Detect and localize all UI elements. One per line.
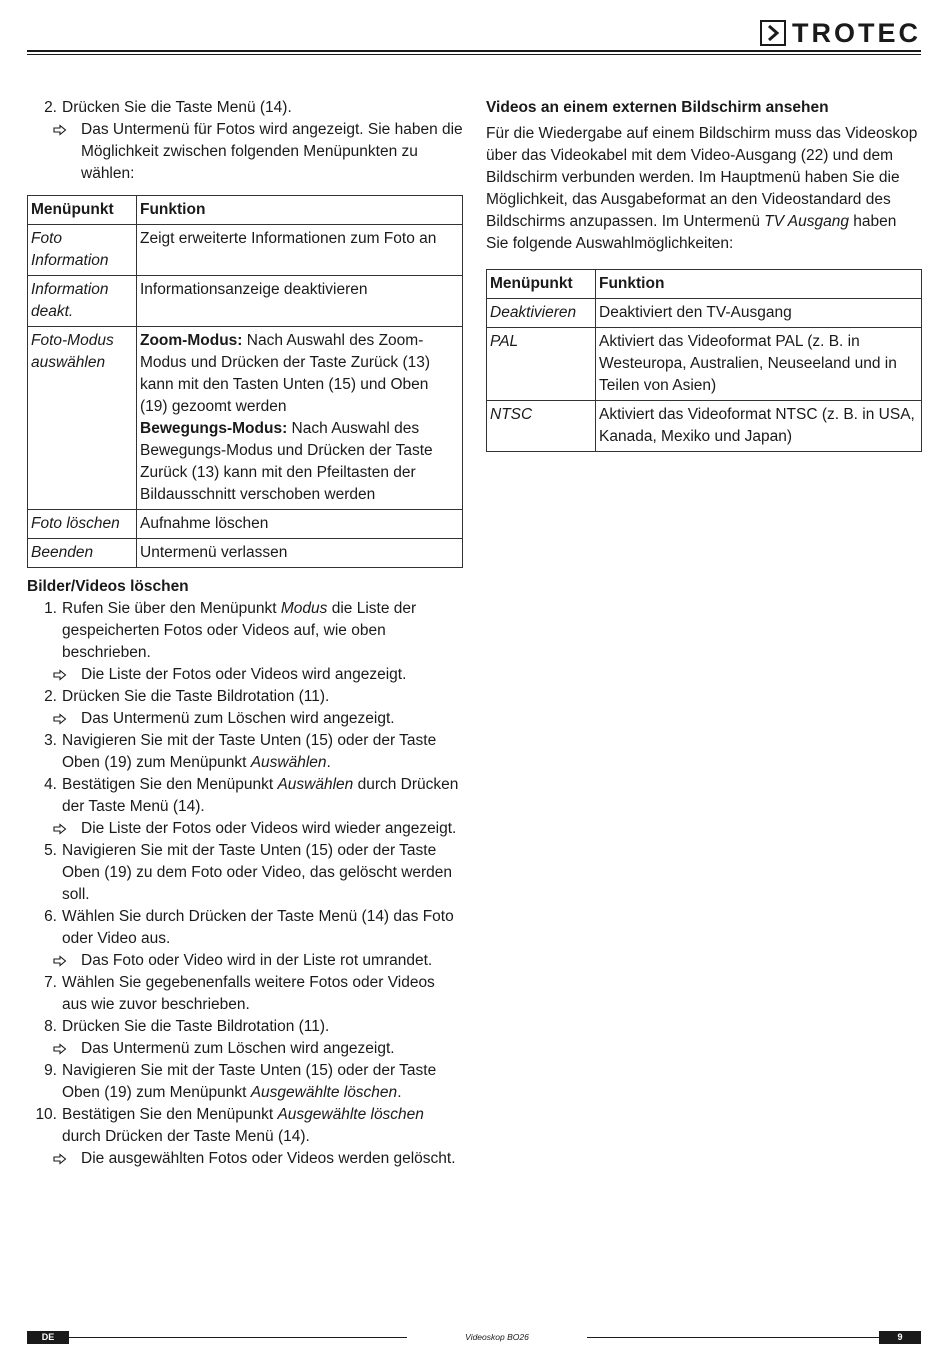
menu-term: Ausgewählte löschen [250, 1084, 398, 1101]
arrow-right-icon [53, 818, 73, 840]
header-rule-thin [27, 54, 921, 55]
step-text [62, 774, 463, 818]
text-span: durch Drücken der Taste Menü (14). [62, 776, 459, 815]
tv-output-table [486, 269, 922, 452]
text-span: die Liste der gespeicherten Fotos oder Videos auf, wie oben beschrieben. [62, 600, 417, 661]
step-result [27, 818, 463, 840]
result-text: Das Foto oder Video wird in der Liste rot umrandet. [81, 952, 433, 969]
text-span: haben Sie folgende Auswahlmöglichkeiten: [486, 213, 897, 252]
section-heading: Bilder/Videos löschen [27, 578, 189, 595]
function-cell: Untermenü verlassen [137, 539, 463, 568]
function-cell [137, 327, 463, 510]
table-row [487, 299, 922, 328]
function-cell: Informationsanzeige deaktivieren [137, 276, 463, 327]
menu-term: Ausgewählte löschen [277, 1106, 424, 1123]
step-number: 1. [44, 600, 57, 617]
text-span: Bestätigen Sie den Menüpunkt [62, 776, 278, 793]
list-item [27, 1016, 463, 1038]
column-header: Menüpunkt [487, 270, 596, 299]
step-number: 4. [44, 776, 57, 793]
step-number: 7. [44, 974, 57, 991]
table-row [487, 401, 922, 452]
menu-item-cell: Foto-Modus auswählen [28, 327, 137, 510]
step-number: 8. [44, 1018, 57, 1035]
list-item [27, 906, 463, 950]
move-mode-text: Nach Auswahl des Bewegungs-Modus und Drücken der Taste Zurück (13) kann mit den Pfeiltasten der Bildausschnitt verschoben werden [140, 420, 433, 503]
step-text: Drücken Sie die Taste Menü (14). [62, 99, 292, 116]
table-row [28, 539, 463, 568]
logo-text: TROTEC [792, 18, 921, 48]
step-number: 2. [44, 99, 57, 116]
step-number: 9. [44, 1062, 57, 1079]
list-item [27, 1104, 463, 1148]
arrow-right-icon [53, 664, 73, 686]
table-row [28, 327, 463, 510]
language-badge: DE [27, 1331, 69, 1344]
text-span: durch Drücken der Taste Menü (14). [62, 1128, 310, 1145]
table-row [28, 276, 463, 327]
step-result [27, 1038, 463, 1060]
arrow-right-icon [53, 119, 73, 141]
step-result [27, 664, 463, 686]
step-text: Wählen Sie gegebenenfalls weitere Fotos oder Videos aus wie zuvor beschrieben. [62, 974, 435, 1013]
menu-term: Auswählen [277, 776, 354, 793]
column-header: Funktion [596, 270, 922, 299]
menu-item-cell: PAL [487, 328, 596, 401]
step-result [27, 950, 463, 972]
left-column [27, 97, 463, 1170]
arrow-right-icon [53, 1038, 73, 1060]
result-text: Das Untermenü zum Löschen wird angezeigt. [81, 1040, 395, 1057]
step-text: Navigieren Sie mit der Taste Unten (15) oder der Taste Oben (19) zu dem Foto oder Video, das gelöscht werden soll. [62, 842, 453, 903]
text-span: . [326, 754, 331, 771]
step-text [62, 1060, 463, 1104]
step-result [27, 119, 463, 185]
menu-item-cell: Information deakt. [28, 276, 137, 327]
step-result [27, 708, 463, 730]
menu-term: Auswählen [250, 754, 327, 771]
list-item [27, 97, 463, 119]
table-row [487, 328, 922, 401]
list-item [27, 774, 463, 818]
step-text: Wählen Sie durch Drücken der Taste Menü (14) das Foto oder Video aus. [62, 908, 454, 947]
table-row [28, 225, 463, 276]
text-span: . [397, 1084, 402, 1101]
list-item [27, 730, 463, 774]
function-cell: Aktiviert das Videoformat PAL (z. B. in Westeuropa, Australien, Neuseeland und in Teilen von Asien) [596, 328, 922, 401]
text-span: Navigieren Sie mit der Taste Unten (15) oder der Taste Oben (19) zum Menüpunkt [62, 732, 437, 771]
step-number: 3. [44, 732, 57, 749]
trotec-logo [760, 20, 921, 46]
list-item [27, 840, 463, 906]
step-result [27, 1148, 463, 1170]
function-cell: Aktiviert das Videoformat NTSC (z. B. in USA, Kanada, Mexiko und Japan) [596, 401, 922, 452]
menu-item-cell: NTSC [487, 401, 596, 452]
chevron-right-icon [760, 20, 786, 46]
table-header-row [28, 196, 463, 225]
column-header: Menüpunkt [28, 196, 137, 225]
result-text: Das Untermenü für Fotos wird angezeigt. Sie haben die Möglichkeit zwischen folgenden Menüpunkten zu wählen: [81, 121, 463, 182]
step-number: 10. [35, 1106, 57, 1123]
result-text: Die Liste der Fotos oder Videos wird wieder angezeigt. [81, 820, 457, 837]
result-text: Die Liste der Fotos oder Videos wird angezeigt. [81, 666, 407, 683]
function-cell: Deaktiviert den TV-Ausgang [596, 299, 922, 328]
column-header: Funktion [137, 196, 463, 225]
table-header-row [487, 270, 922, 299]
menu-term: TV Ausgang [764, 213, 849, 230]
step-number: 5. [44, 842, 57, 859]
result-text: Das Untermenü zum Löschen wird angezeigt. [81, 710, 395, 727]
text-span: Für die Wiedergabe auf einem Bildschirm muss das Videoskop über das Videokabel mit dem Video-Ausgang (22) und dem Bildschirm verbunden werden. Im Hauptmenü haben Sie die Möglichkeit, das Ausgabeformat an den Videostandard des Bildschirms anzupassen. Im Untermenü [486, 125, 918, 230]
function-cell: Aufnahme löschen [137, 510, 463, 539]
photo-submenu-table [27, 195, 463, 568]
header-rule [27, 50, 921, 52]
table-row [28, 510, 463, 539]
step-number: 6. [44, 908, 57, 925]
text-span: Rufen Sie über den Menüpunkt [62, 600, 281, 617]
arrow-right-icon [53, 950, 73, 972]
list-item [27, 598, 463, 664]
text-span: Bestätigen Sie den Menüpunkt [62, 1106, 278, 1123]
list-item [27, 686, 463, 708]
menu-item-cell: Foto löschen [28, 510, 137, 539]
section-heading: Videos an einem externen Bildschirm ansehen [486, 99, 829, 116]
menu-item-cell: Deaktivieren [487, 299, 596, 328]
step-text [62, 598, 463, 664]
step-text: Drücken Sie die Taste Bildrotation (11). [62, 688, 330, 705]
page-number: 9 [879, 1331, 921, 1344]
step-text: Drücken Sie die Taste Bildrotation (11). [62, 1018, 330, 1035]
menu-item-cell: Foto Information [28, 225, 137, 276]
list-item [27, 1060, 463, 1104]
menu-item-cell: Beenden [28, 539, 137, 568]
arrow-right-icon [53, 1148, 73, 1170]
zoom-mode-text: Nach Auswahl des Zoom-Modus und Drücken der Taste Zurück (13) kann mit den Tasten Unten (15) und Oben (19) gezoomt werden [140, 332, 431, 415]
page-header [27, 16, 921, 56]
menu-term: Modus [280, 600, 328, 617]
page-footer [27, 1331, 921, 1344]
paragraph [486, 123, 922, 255]
function-cell: Zeigt erweiterte Informationen zum Foto an [137, 225, 463, 276]
move-mode-label: Bewegungs-Modus: [140, 420, 288, 437]
step-text [62, 730, 463, 774]
arrow-right-icon [53, 708, 73, 730]
step-number: 2. [44, 688, 57, 705]
text-span: Navigieren Sie mit der Taste Unten (15) oder der Taste Oben (19) zum Menüpunkt [62, 1062, 437, 1101]
document-title: Videoskop BO26 [407, 1331, 587, 1344]
list-item [27, 972, 463, 1016]
right-column [486, 97, 922, 460]
result-text: Die ausgewählten Fotos oder Videos werden gelöscht. [81, 1150, 456, 1167]
zoom-mode-label: Zoom-Modus: [140, 332, 243, 349]
step-text [62, 1104, 463, 1148]
